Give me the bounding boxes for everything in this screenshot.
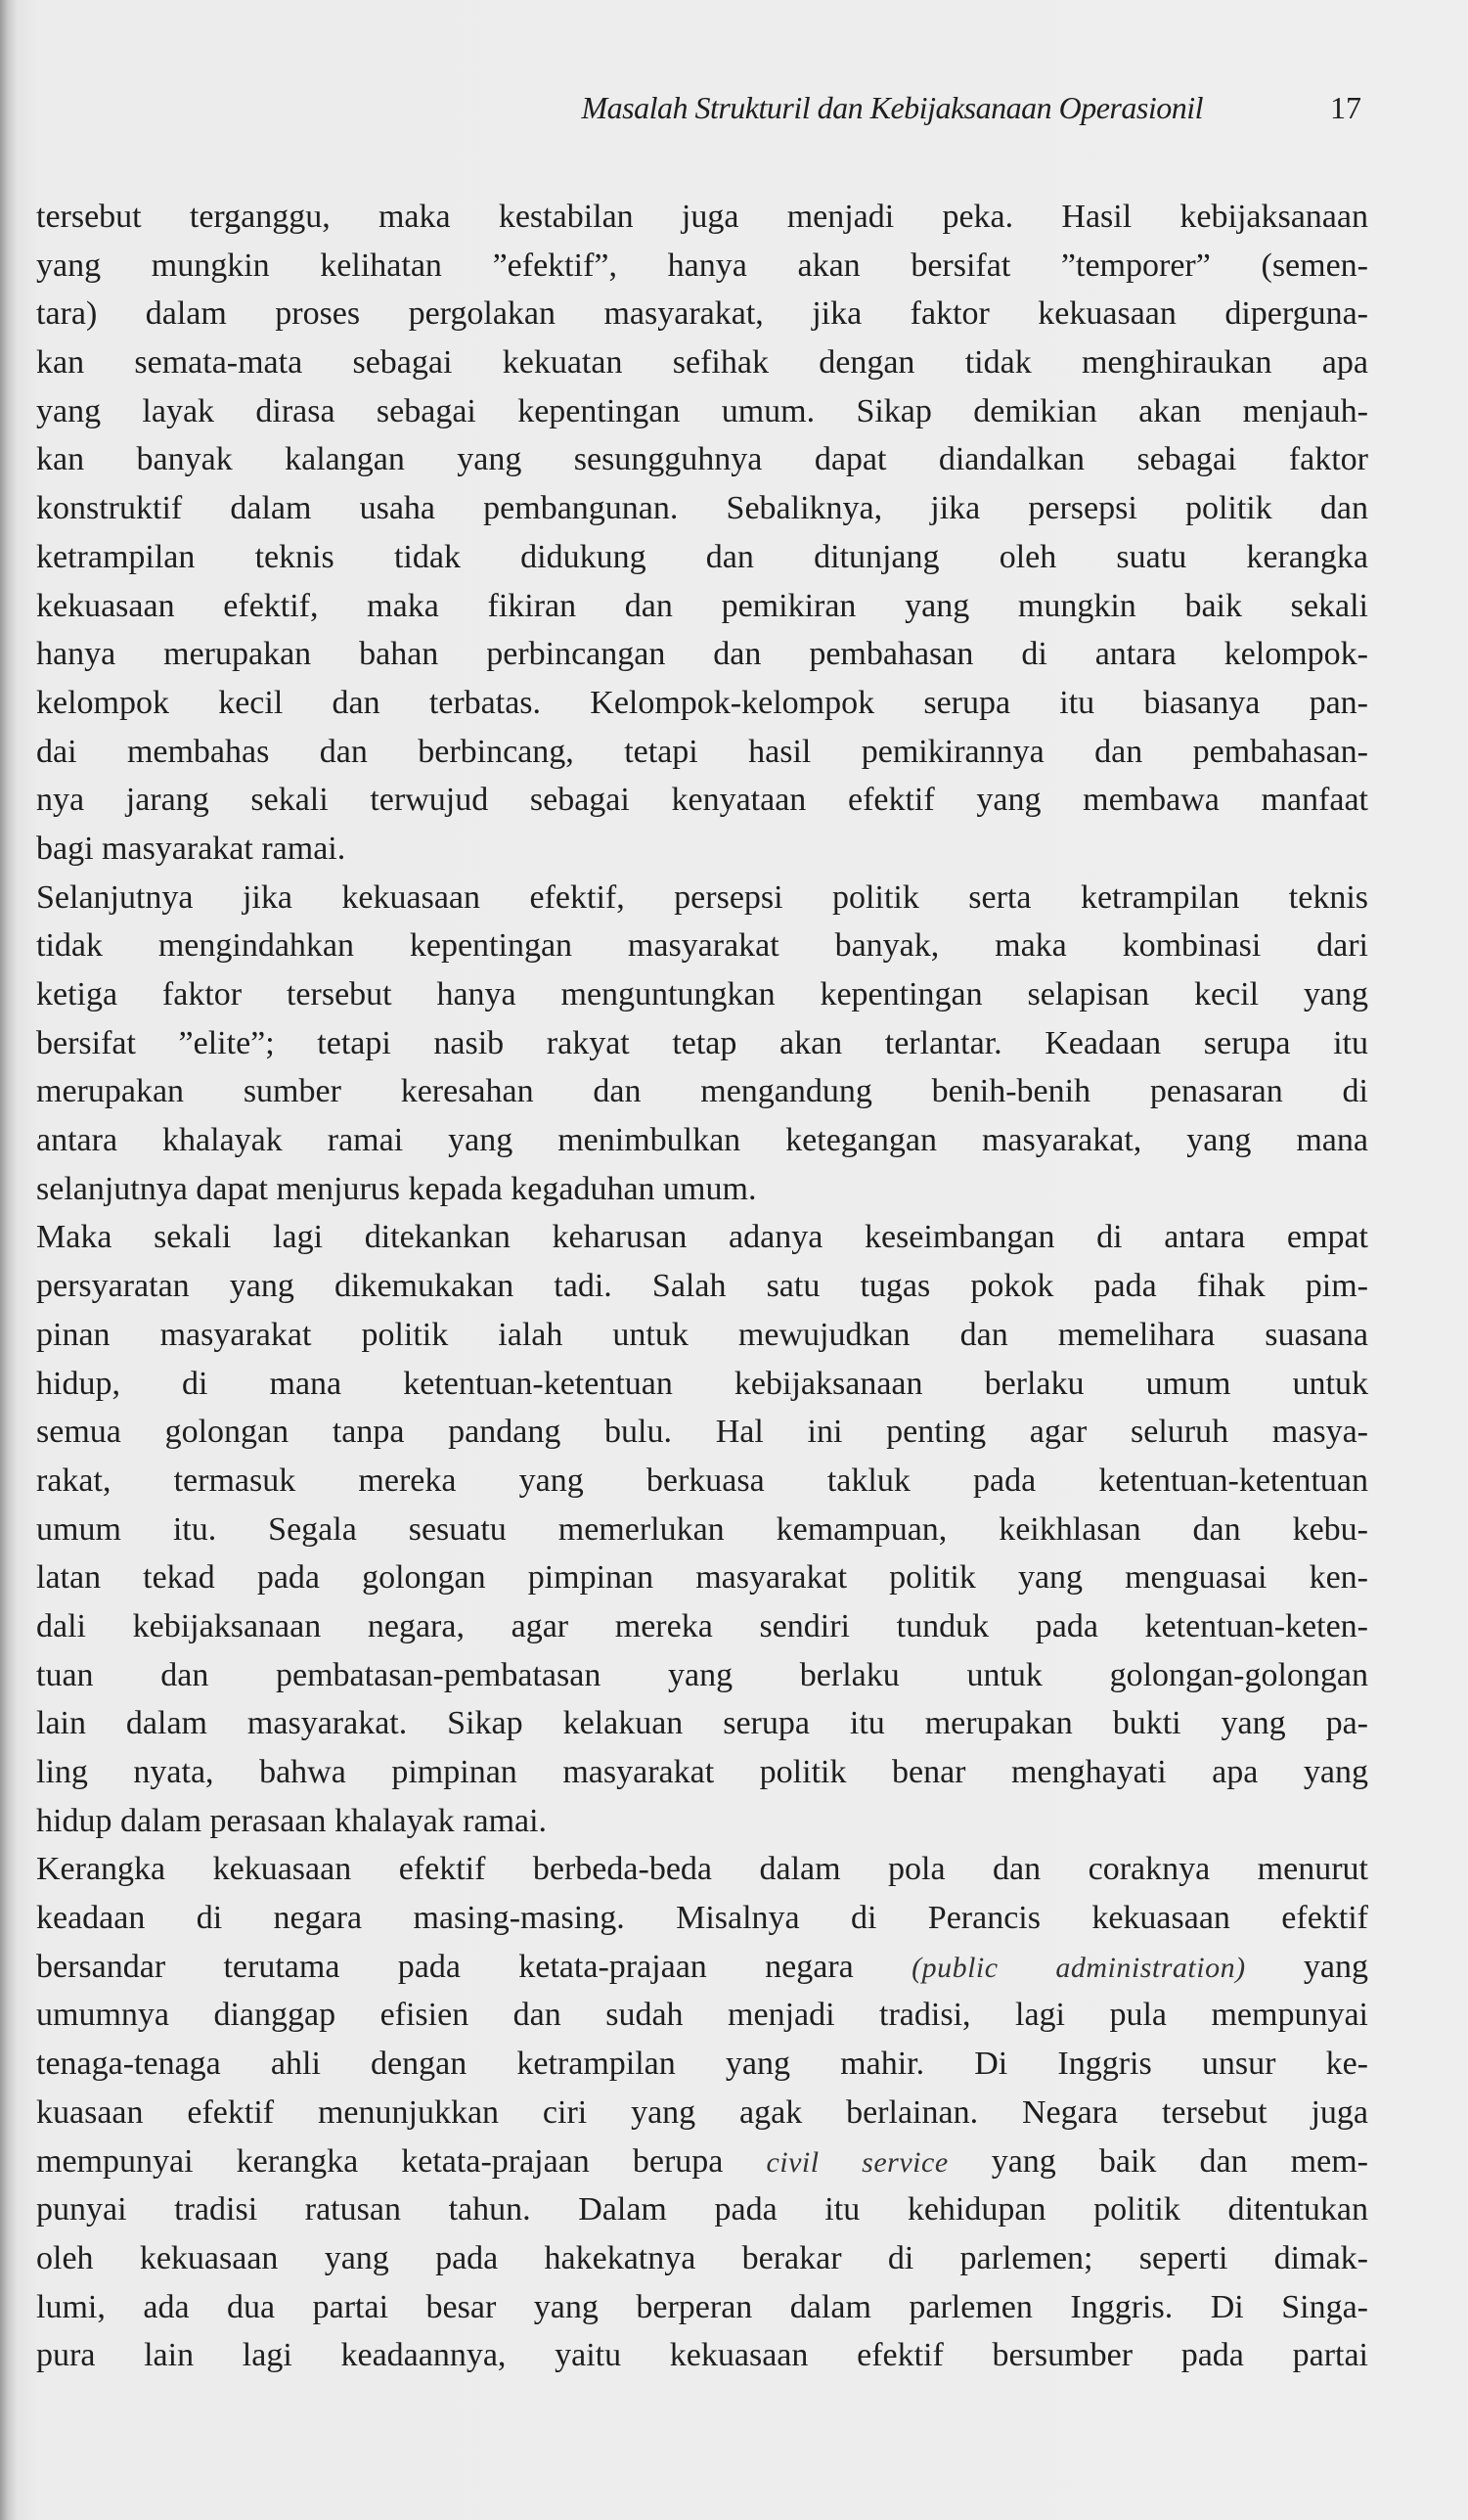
text-line [36, 1553, 1368, 1602]
text-segment: selanjutnya dapat menjurus kepada kegaduhan umum. [36, 1170, 757, 1207]
text-line [36, 1116, 1368, 1165]
text-line [36, 1067, 1368, 1116]
text-line [36, 242, 1368, 291]
text-line [36, 1699, 1368, 1748]
text-segment: pura lain lagi keadaannya, yaitu kekuasaan efektif bersumber pada partai [36, 2337, 1368, 2374]
text-segment: kelompok kecil dan terbatas. Kelompok-kelompok serupa itu biasanya pan- [36, 684, 1368, 721]
page-number: 17 [1330, 90, 1361, 125]
text-segment: lumi, ada dua partai besar yang berperan dalam parlemen Inggris. Di Singa- [36, 2288, 1368, 2325]
text-line [36, 728, 1368, 777]
text-line [36, 435, 1368, 484]
text-segment: semua golongan tanpa pandang bulu. Hal ini penting agar seluruh masya- [36, 1414, 1368, 1451]
text-line [36, 1262, 1368, 1311]
text-segment: umumnya dianggap efisien dan sudah menjadi tradisi, lagi pula mempunyai [36, 1997, 1368, 2034]
text-line [36, 1894, 1368, 1943]
text-segment: hidup, di mana ketentuan-ketentuan kebijaksanaan berlaku umum untuk [36, 1365, 1368, 1402]
text-segment: tara) dalam proses pergolakan masyarakat, jika faktor kekuasaan diperguna- [36, 295, 1368, 333]
text-line [36, 825, 1368, 874]
text-segment: umum itu. Segala sesuatu memerlukan kemampuan, keikhlasan dan kebu- [36, 1510, 1368, 1548]
text-line [36, 193, 1368, 242]
paragraph [36, 1845, 1368, 2380]
text-segment: hidup dalam perasaan khalayak ramai. [36, 1802, 548, 1839]
text-segment: oleh kekuasaan yang pada hakekatnya berakar di parlemen; seperti dimak- [36, 2239, 1368, 2276]
text-line [36, 533, 1368, 582]
text-segment: hanya merupakan bahan perbincangan dan pembahasan di antara kelompok- [36, 636, 1368, 673]
text-segment: latan tekad pada golongan pimpinan masyarakat politik yang menguasai ken- [36, 1559, 1368, 1597]
text-line [36, 582, 1368, 631]
text-line [36, 2283, 1368, 2332]
text-line [36, 922, 1368, 970]
body-text [36, 193, 1368, 2380]
text-segment: tenaga-tenaga ahli dengan ketrampilan yang mahir. Di Inggris unsur ke- [36, 2046, 1368, 2083]
text-segment: pinan masyarakat politik ialah untuk mewujudkan dan memelihara suasana [36, 1316, 1368, 1353]
text-segment: bersifat ”elite”; tetapi nasib rakyat tetap akan terlantar. Keadaan serupa itu [36, 1024, 1368, 1061]
text-line [36, 1748, 1368, 1797]
text-segment: ling nyata, bahwa pimpinan masyarakat politik benar menghayati apa yang [36, 1754, 1368, 1790]
text-segment: dai membahas dan berbincang, tetapi hasil pemikirannya dan pembahasan- [36, 733, 1368, 770]
text-line [36, 630, 1368, 679]
text-segment: konstruktif dalam usaha pembangunan. Sebaliknya, jika persepsi politik dan [36, 490, 1368, 527]
text-line [36, 1845, 1368, 1894]
text-segment: ketiga faktor tersebut hanya menguntungkan kepentingan selapisan kecil yang [36, 976, 1368, 1012]
text-segment: kekuasaan efektif, maka fikiran dan pemikiran yang mungkin baik sekali [36, 587, 1368, 624]
paragraph [36, 874, 1368, 1214]
text-segment: ketrampilan teknis tidak didukung dan ditunjang oleh suatu kerangka [36, 538, 1368, 575]
text-line [36, 387, 1368, 436]
text-segment: persyaratan yang dikemukakan tadi. Salah satu tugas pokok pada fihak pim- [36, 1268, 1368, 1305]
text-segment: lain dalam masyarakat. Sikap kelakuan serupa itu merupakan bukti yang pa- [36, 1705, 1368, 1742]
text-segment: yang baik dan mem- [948, 2142, 1368, 2180]
text-segment: yang layak dirasa sebagai kepentingan umum. Sikap demikian akan menjauh- [36, 392, 1368, 429]
text-segment: yang [1245, 1948, 1369, 1985]
text-line [36, 484, 1368, 533]
text-line [36, 2089, 1368, 2138]
text-segment: antara khalayak ramai yang menimbulkan ketegangan masyarakat, yang mana [36, 1122, 1368, 1159]
text-segment: nya jarang sekali terwujud sebagai kenyataan efektif yang membawa manfaat [36, 782, 1368, 819]
text-line [36, 1165, 1368, 1214]
text-line [36, 1019, 1368, 1068]
text-line [36, 1991, 1368, 2040]
text-segment: kan banyak kalangan yang sesungguhnya dapat diandalkan sebagai faktor [36, 441, 1368, 478]
text-segment: tersebut terganggu, maka kestabilan juga menjadi peka. Hasil kebijaksanaan [36, 199, 1368, 235]
text-line [36, 1408, 1368, 1457]
text-segment: punyai tradisi ratusan tahun. Dalam pada itu kehidupan politik ditentukan [36, 2191, 1368, 2228]
text-line [36, 1797, 1368, 1846]
italic-term: (public administration) [912, 1951, 1246, 1984]
text-segment: tuan dan pembatasan-pembatasan yang berlaku untuk golongan-golongan [36, 1656, 1368, 1693]
text-line [36, 1213, 1368, 1262]
text-segment: kuasaan efektif menunjukkan ciri yang agak berlainan. Negara tersebut juga [36, 2093, 1368, 2131]
text-line [36, 2331, 1368, 2380]
text-segment: rakat, termasuk mereka yang berkuasa takluk pada ketentuan-ketentuan [36, 1462, 1368, 1499]
text-line [36, 970, 1368, 1019]
italic-term: civil service [766, 2145, 949, 2179]
text-line [36, 2234, 1368, 2283]
paragraph [36, 1213, 1368, 1845]
text-line [36, 1943, 1368, 1992]
text-segment: yang mungkin kelihatan ”efektif”, hanya akan bersifat ”temporer” (semen- [36, 247, 1368, 284]
text-segment: bagi masyarakat ramai. [36, 830, 346, 867]
text-segment: Maka sekali lagi ditekankan keharusan adanya keseimbangan di antara empat [36, 1219, 1368, 1256]
text-line [36, 1602, 1368, 1651]
text-segment: keadaan di negara masing-masing. Misalnya di Perancis kekuasaan efektif [36, 1900, 1368, 1937]
text-line [36, 1651, 1368, 1700]
text-segment: bersandar terutama pada ketata-prajaan negara [36, 1948, 912, 1985]
text-line [36, 2040, 1368, 2089]
text-line [36, 1311, 1368, 1360]
text-segment: dali kebijaksanaan negara, agar mereka sendiri tunduk pada ketentuan-keten- [36, 1607, 1368, 1644]
text-line [36, 2185, 1368, 2234]
text-line [36, 2138, 1368, 2186]
text-segment: Kerangka kekuasaan efektif berbeda-beda dalam pola dan coraknya menurut [36, 1851, 1368, 1888]
running-head: Masalah Strukturil dan Kebijaksanaan Operasionil [581, 90, 1203, 125]
text-line [36, 338, 1368, 387]
text-segment: mempunyai kerangka ketata-prajaan berupa [36, 2142, 767, 2180]
paragraph [36, 193, 1368, 874]
text-line [36, 290, 1368, 338]
text-line [36, 776, 1368, 825]
text-segment: tidak mengindahkan kepentingan masyarakat banyak, maka kombinasi dari [36, 927, 1368, 965]
text-line [36, 1457, 1368, 1506]
text-line [36, 874, 1368, 922]
text-segment: kan semata-mata sebagai kekuatan sefihak dengan tidak menghiraukan apa [36, 344, 1368, 382]
text-line [36, 679, 1368, 728]
text-line [36, 1360, 1368, 1409]
text-segment: Selanjutnya jika kekuasaan efektif, persepsi politik serta ketrampilan teknis [36, 878, 1368, 916]
text-line [36, 1506, 1368, 1554]
text-segment: merupakan sumber keresahan dan mengandung benih-benih penasaran di [36, 1073, 1368, 1110]
